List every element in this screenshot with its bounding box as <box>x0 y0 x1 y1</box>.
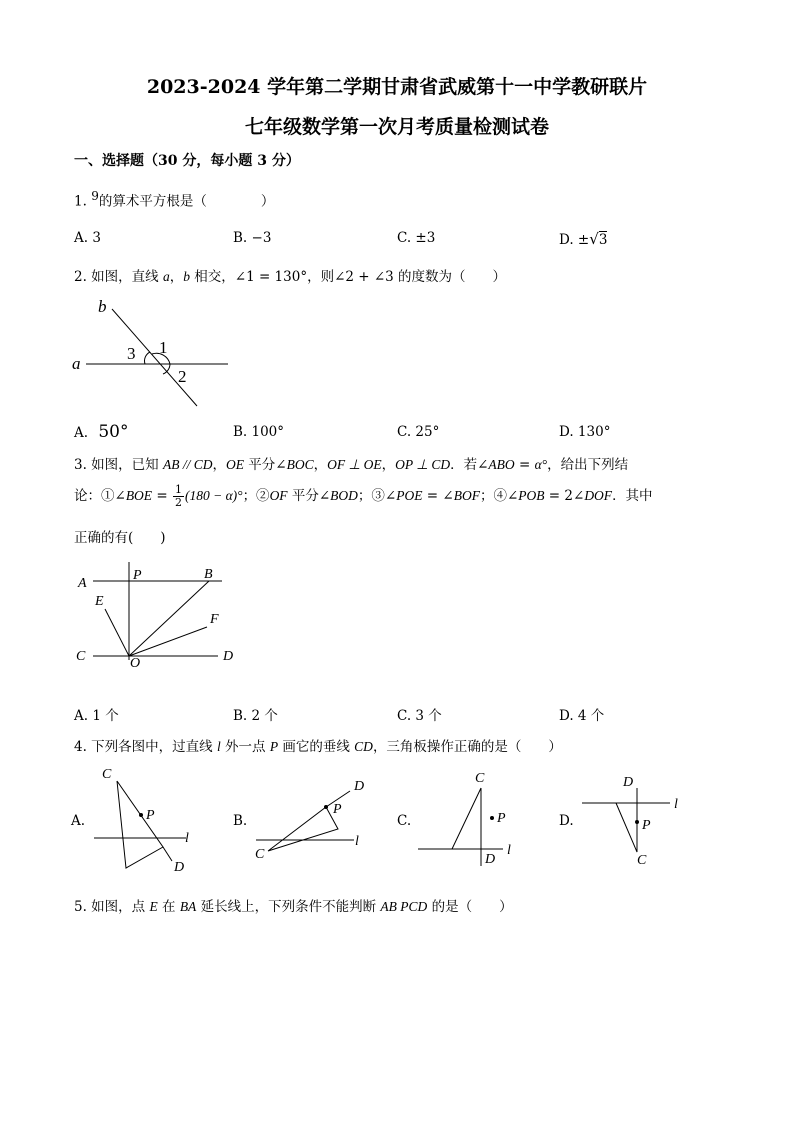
fig-a-point-p <box>139 813 143 817</box>
label-o: O <box>130 656 141 671</box>
q2-sep: ， <box>169 269 184 285</box>
fig-c-label-p: P <box>497 811 506 826</box>
q3-t2n: POB <box>518 488 545 503</box>
frac-num: 1 <box>174 483 182 496</box>
q3-t1i: ， <box>381 457 396 473</box>
q1-number: 1. <box>74 193 87 210</box>
fig-d-label-l: l <box>674 797 678 812</box>
q3-t1m: = <box>514 457 535 473</box>
q1-option-b[interactable]: B. −3 <box>233 230 272 246</box>
q5-text-c: 延长线上，下列条件不能判断 <box>196 899 381 915</box>
label-e: E <box>95 594 104 609</box>
q3-t2o: = 2∠ <box>544 488 585 504</box>
q3-t2q: ．其中 <box>612 488 653 504</box>
q1-text: 的算术平方根是（ ） <box>98 193 275 210</box>
q4-figure-d <box>582 775 678 868</box>
fig-b-label-c: C <box>255 847 265 862</box>
q3-t2m: ；④∠ <box>479 488 519 504</box>
q4-figure-a <box>94 767 189 875</box>
fig-a-extension <box>163 847 172 861</box>
fig-b-point-p <box>324 805 328 809</box>
q4-option-d[interactable]: D. <box>559 813 574 829</box>
q3-t1l: ABO <box>488 457 515 472</box>
q3-t2h: BOD <box>330 488 358 503</box>
section-heading: 一、选择题（30 分，每小题 3 分） <box>74 153 300 169</box>
q3-option-d[interactable]: D. 4 个 <box>559 708 605 724</box>
q2-option-a-value: 50° <box>98 422 129 442</box>
fig-b-label-p: P <box>333 802 342 817</box>
q5-text-a: 5. 如图，点 <box>74 899 150 915</box>
q3-t1a: 3. 如图，已知 <box>74 457 163 473</box>
q3-t2a: 论：①∠ <box>74 488 126 504</box>
q1-option-d-radicand: 3 <box>598 232 608 248</box>
q3-t2g: 平分∠ <box>287 488 331 504</box>
fig-c-point-p <box>490 816 494 820</box>
q4-var-p: P <box>269 739 279 754</box>
q5-text-d: 的是（ ） <box>427 899 513 915</box>
q4-text-c: 画它的垂线 <box>278 739 355 755</box>
q2-option-a-prefix: A. <box>74 425 89 441</box>
fig-a-triangle <box>117 781 163 868</box>
q4-var-l: l <box>216 739 221 754</box>
q3-t2j: POE <box>396 488 423 503</box>
fig-c-label-d: D <box>485 852 496 867</box>
label-a: A <box>78 576 87 591</box>
q3-t2p: DOF <box>584 488 613 503</box>
q1-option-a[interactable]: A. 3 <box>74 230 101 246</box>
label-3: 3 <box>127 344 136 363</box>
q4-text-d: ，三角板操作正确的是（ ） <box>372 739 562 755</box>
label-a: a <box>72 354 81 373</box>
label-b: B <box>204 567 213 582</box>
q3-t1k: ．若∠ <box>450 457 489 473</box>
q3-option-a[interactable]: A. 1 个 <box>74 708 119 724</box>
q4-figure-c <box>418 771 511 867</box>
fig-a-label-c: C <box>102 767 112 782</box>
q4-option-a[interactable]: A. <box>71 813 86 829</box>
q3-option-b[interactable]: B. 2 个 <box>233 708 278 724</box>
q3-t1h: OF ⊥ OE <box>327 457 382 472</box>
fig-d-point-p <box>635 820 639 824</box>
q3-t1n: α° <box>534 457 548 472</box>
label-d: D <box>223 649 234 664</box>
q5-var-ab: AB PCD <box>380 899 428 914</box>
q3-t1c: ， <box>212 457 226 473</box>
fig-c-triangle <box>452 788 481 849</box>
fig-c-label-l: l <box>507 843 511 858</box>
fig-d-label-d: D <box>623 775 634 790</box>
q1-option-d-prefix: D. ± <box>559 232 590 248</box>
q3-t2b: BOE <box>125 488 153 503</box>
q3-t2k: = ∠ <box>422 488 454 504</box>
q4-option-c[interactable]: C. <box>397 813 412 829</box>
q5-text-b: 在 <box>157 899 180 915</box>
q2-option-c[interactable]: C. 25° <box>397 424 440 440</box>
sqrt-symbol: √ <box>589 230 599 248</box>
exam-title-line2: 七年级数学第一次月考质量检测试卷 <box>244 116 549 138</box>
label-c: C <box>76 649 86 664</box>
exam-title-line1: 2023-2024 学年第二学期甘肃省武威第十一中学教研联片 <box>146 76 648 98</box>
fig-c-label-c: C <box>475 771 485 786</box>
q3-t1g: ， <box>313 457 328 473</box>
q5-var-ba: BA <box>179 899 197 914</box>
q3-t2i: ；③∠ <box>357 488 397 504</box>
label-b: b <box>98 297 107 316</box>
q2-text-a: 2. 如图，直线 <box>74 269 163 285</box>
fig-a-label-p: P <box>146 808 155 823</box>
q5-var-e: E <box>149 899 158 914</box>
q3-option-c[interactable]: C. 3 个 <box>397 708 442 724</box>
q3-t1b: AB // CD <box>162 457 213 472</box>
fig-b-triangle <box>268 807 338 851</box>
q2-var-b: b <box>183 269 190 284</box>
label-p: P <box>133 568 142 583</box>
fig-a-label-l: l <box>185 831 189 846</box>
label-2: 2 <box>178 367 187 386</box>
q2-option-b[interactable]: B. 100° <box>233 424 285 440</box>
q1-base: 9 <box>91 189 99 203</box>
question-3-line3: 正确的有( ) <box>74 530 166 546</box>
q3-t1d: OE <box>225 457 244 472</box>
label-1: 1 <box>159 338 168 357</box>
question-5 <box>74 895 513 915</box>
q3-t2e: ；② <box>242 488 270 504</box>
fig-a-label-d: D <box>174 860 185 875</box>
q4-figure-b <box>255 779 364 862</box>
q3-t1o: ，给出下列结 <box>547 457 629 473</box>
q4-option-b[interactable]: B. <box>233 813 248 829</box>
fig-b-label-d: D <box>354 779 365 794</box>
fig-b-label-l: l <box>355 834 359 849</box>
q4-text-b: 外一点 <box>220 739 270 755</box>
q3-t2l: BOF <box>453 488 480 503</box>
q3-t2c: = <box>152 488 172 504</box>
q2-var-a: a <box>162 269 170 284</box>
q1-option-c[interactable]: C. ±3 <box>397 230 436 246</box>
q3-t1e: 平分∠ <box>243 457 287 473</box>
fig-d-label-p: P <box>642 818 651 833</box>
q3-t1j: OP ⊥ CD <box>395 457 451 472</box>
q2-option-d[interactable]: D. 130° <box>559 424 611 440</box>
label-f: F <box>210 612 219 627</box>
q3-t2d: (180 − α)° <box>184 488 243 503</box>
frac-den: 2 <box>174 496 182 509</box>
q3-t1f: BOC <box>286 457 314 472</box>
fig-d-label-c: C <box>637 853 647 868</box>
q4-var-cd: CD <box>354 739 373 754</box>
q3-t2f: OF <box>269 488 288 503</box>
fig-d-triangle <box>616 803 637 852</box>
q2-text-b: 相交，∠1 = 130°，则∠2 + ∠3 的度数为（ ） <box>189 269 507 285</box>
q4-text-a: 4. 下列各图中，过直线 <box>74 739 217 755</box>
